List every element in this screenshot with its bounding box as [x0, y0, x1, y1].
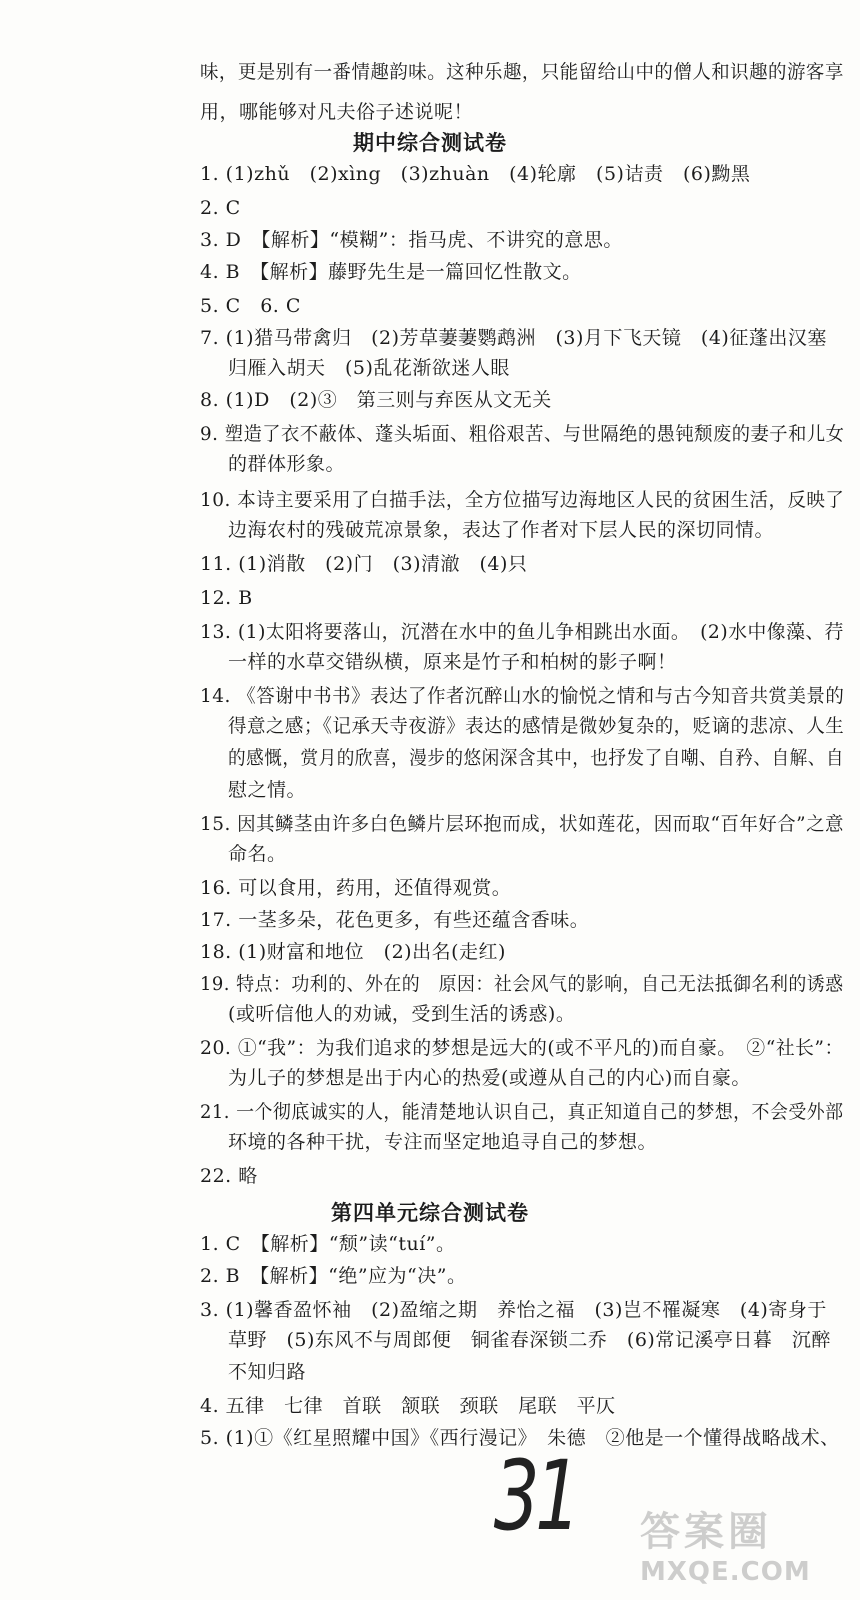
answer-line: 17. 一茎多朵，花色更多，有些还蕴含香味。: [200, 909, 590, 931]
answer-line: 21. 一个彻底诚实的人，能清楚地认识自己，真正知道自己的梦想，不会受外部: [200, 1101, 844, 1123]
answer-line: 边海农村的残破荒凉景象，表达了作者对下层人民的深切同情。: [228, 519, 775, 541]
answer-line: 1. C 【解析】“颓”读“tuí”。: [200, 1233, 456, 1255]
answer-line: 3. (1)馨香盈怀袖 (2)盈缩之期 养怡之福 (3)岂不罹凝寒 (4)寄身于: [200, 1299, 827, 1321]
answer-line: (或听信他人的劝诫，受到生活的诱惑)。: [228, 1003, 576, 1025]
answer-line: 2. B 【解析】“绝”应为“决”。: [200, 1265, 467, 1287]
answer-line: 环境的各种干扰，专注而坚定地追寻自己的梦想。: [228, 1131, 658, 1153]
answer-line: 7. (1)猎马带禽归 (2)芳草萋萋鹦鹉洲 (3)月下飞天镜 (4)征蓬出汉塞: [200, 327, 827, 349]
answer-line: 3. D 【解析】“模糊”：指马虎、不讲究的意思。: [200, 229, 623, 251]
answer-line: 22. 略: [200, 1165, 258, 1187]
intro-line: 味，更是别有一番情趣韵味。这种乐趣，只能留给山中的僧人和识趣的游客享: [200, 61, 844, 83]
answer-line: 1. (1)zhǔ (2)xìng (3)zhuàn (4)轮廓 (5)诘责 (6)黝黑: [200, 163, 751, 185]
answer-line: 为儿子的梦想是出于内心的热爱(或遵从自己的内心)而自豪。: [228, 1067, 751, 1089]
answer-line: 草野 (5)东风不与周郎便 铜雀春深锁二乔 (6)常记溪亭日暮 沉醉: [228, 1329, 831, 1351]
section-title-unit4: 第四单元综合测试卷: [331, 1201, 529, 1225]
answer-line: 16. 可以食用，药用，还值得观赏。: [200, 877, 512, 899]
answer-line: 得意之感；《记承天寺夜游》表达的感情是微妙复杂的，贬谪的悲凉、人生: [228, 715, 845, 737]
answer-line: 18. (1)财富和地位 (2)出名(走红): [200, 941, 506, 963]
answer-line: 慰之情。: [228, 779, 307, 801]
answer-line: 的群体形象。: [228, 453, 346, 475]
answer-line: 一样的水草交错纵横，原来是竹子和柏树的影子啊！: [228, 651, 677, 673]
answer-line: 12. B: [200, 587, 253, 609]
answer-line: 9. 塑造了衣不蔽体、蓬头垢面、粗俗艰苦、与世隔绝的愚钝颓废的妻子和儿女: [200, 423, 845, 445]
answer-line: 14. 《答谢中书书》表达了作者沉醉山水的愉悦之情和与古今知音共赏美景的: [200, 685, 845, 707]
answer-line: 10. 本诗主要采用了白描手法，全方位描写边海地区人民的贫困生活，反映了: [200, 489, 845, 511]
answer-line: 20. ①“我”：为我们追求的梦想是远大的(或不平凡的)而自豪。 ②“社长”：: [200, 1037, 844, 1059]
answer-line: 19. 特点：功利的、外在的 原因：社会风气的影响，自己无法抵御名利的诱惑: [200, 973, 844, 995]
intro-line: 用，哪能够对凡夫俗子述说呢！: [200, 101, 474, 123]
answer-line: 4. B 【解析】藤野先生是一篇回忆性散文。: [200, 261, 582, 283]
answer-line: 8. (1)D (2)③ 第三则与弃医从文无关: [200, 389, 552, 411]
page-number: 31: [493, 1440, 577, 1552]
answer-line: 11. (1)消散 (2)门 (3)清澈 (4)只: [200, 553, 528, 575]
answer-line: 的感慨，赏月的欣喜，漫步的悠闲深含其中，也抒发了自嘲、自矜、自解、自: [228, 747, 844, 769]
answer-line: 15. 因其鳞茎由许多白色鳞片层环抱而成，状如莲花，因而取“百年好合”之意: [200, 813, 844, 835]
watermark-top-text: 答案圈: [640, 1509, 772, 1555]
answer-line: 归雁入胡天 (5)乱花渐欲迷人眼: [228, 357, 510, 379]
answer-line: 13. (1)太阳将要落山，沉潜在水中的鱼儿争相跳出水面。 (2)水中像藻、荇: [200, 621, 844, 643]
answer-line: 4. 五律 七律 首联 颔联 颈联 尾联 平仄: [200, 1395, 616, 1417]
watermark-bottom-text: MXQE.COM: [640, 1557, 811, 1587]
answer-line: 5. C 6. C: [200, 295, 301, 317]
section-title-midterm: 期中综合测试卷: [353, 131, 507, 155]
watermark-logo: [640, 1500, 850, 1595]
answer-line: 2. C: [200, 197, 241, 219]
answer-line: 命名。: [228, 843, 287, 865]
answer-line: 不知归路: [228, 1361, 307, 1383]
answer-line: 5. (1)①《红星照耀中国》《西行漫记》 朱德 ②他是一个懂得战略战术、: [200, 1427, 840, 1449]
